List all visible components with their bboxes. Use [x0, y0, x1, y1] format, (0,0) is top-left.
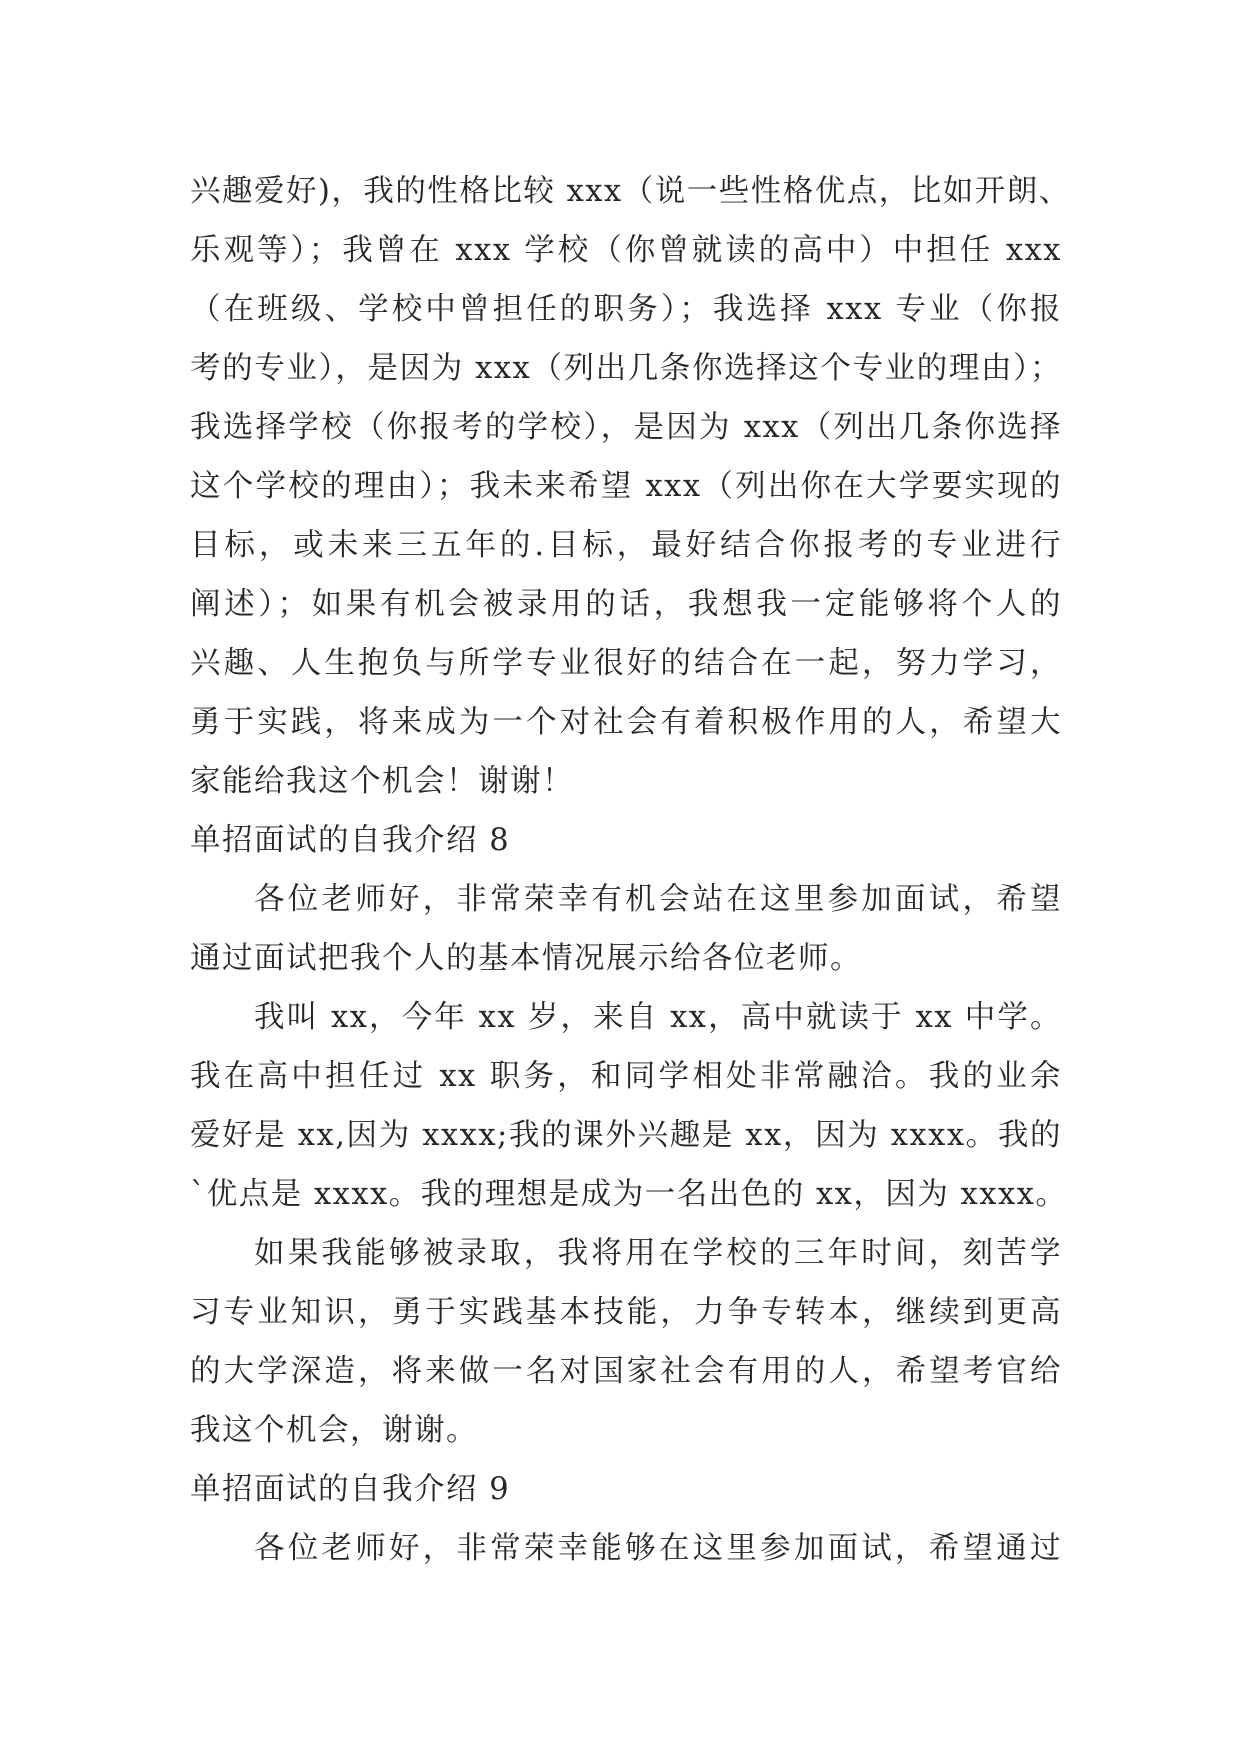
text-line: 考的专业），是因为 xxx（列出几条你选择这个专业的理由）； — [190, 351, 1062, 386]
section-title: 单招面试的自我介绍 9 — [190, 1472, 511, 1507]
paragraph — [190, 1519, 1062, 1578]
text-line: 阐述）；如果有机会被录用的话，我想我一定能够将个人的 — [190, 587, 1062, 622]
section-9 — [190, 1460, 1062, 1578]
text-line: 爱好是 xx,因为 xxxx;我的课外兴趣是 xx，因为 xxxx。我的 — [190, 1118, 1062, 1153]
text-line: 我选择学校（你报考的学校），是因为 xxx（列出几条你选择 — [190, 410, 1062, 445]
continuation-paragraph — [190, 162, 1071, 811]
text-line: 目标，或未来三五年的.目标，最好结合你报考的专业进行 — [190, 528, 1062, 563]
text-line: 习专业知识，勇于实践基本技能，力争专转本，继续到更高 — [190, 1295, 1062, 1330]
text-line: 勇于实践，将来成为一个对社会有着积极作用的人，希望大 — [190, 705, 1062, 740]
text-line: 各位老师好，非常荣幸有机会站在这里参加面试，希望 — [254, 882, 1062, 917]
document-page — [190, 162, 1071, 1578]
paragraph — [190, 870, 1062, 988]
section-8 — [190, 811, 1068, 1460]
text-line: 兴趣爱好)，我的性格比较 xxx（说一些性格优点，比如开朗、 — [190, 174, 1071, 209]
text-line: 兴趣、人生抱负与所学专业很好的结合在一起，努力学习， — [190, 646, 1062, 681]
text-line: `优点是 xxxx。我的理想是成为一名出色的 xx，因为 xxxx。 — [190, 1177, 1068, 1212]
text-line: 家能给我这个机会！谢谢！ — [190, 764, 574, 799]
text-line: 乐观等）；我曾在 xxx 学校（你曾就读的高中）中担任 xxx — [190, 233, 1062, 268]
text-line: 我叫 xx，今年 xx 岁，来自 xx，高中就读于 xx 中学。 — [254, 1000, 1062, 1035]
text-line: 我在高中担任过 xx 职务，和同学相处非常融洽。我的业余 — [190, 1059, 1062, 1094]
section-title: 单招面试的自我介绍 8 — [190, 823, 511, 858]
paragraph — [190, 1224, 1062, 1460]
text-line: （在班级、学校中曾担任的职务）；我选择 xxx 专业（你报 — [190, 292, 1062, 327]
text-line: 的大学深造，将来做一名对国家社会有用的人，希望考官给 — [190, 1354, 1062, 1389]
text-line: 如果我能够被录取，我将用在学校的三年时间，刻苦学 — [254, 1236, 1062, 1271]
text-line: 通过面试把我个人的基本情况展示给各位老师。 — [190, 941, 862, 976]
paragraph — [190, 988, 1068, 1224]
text-line: 这个学校的理由）；我未来希望 xxx（列出你在大学要实现的 — [190, 469, 1062, 504]
text-line: 各位老师好，非常荣幸能够在这里参加面试，希望通过 — [254, 1531, 1062, 1566]
text-line: 我这个机会，谢谢。 — [190, 1413, 478, 1448]
